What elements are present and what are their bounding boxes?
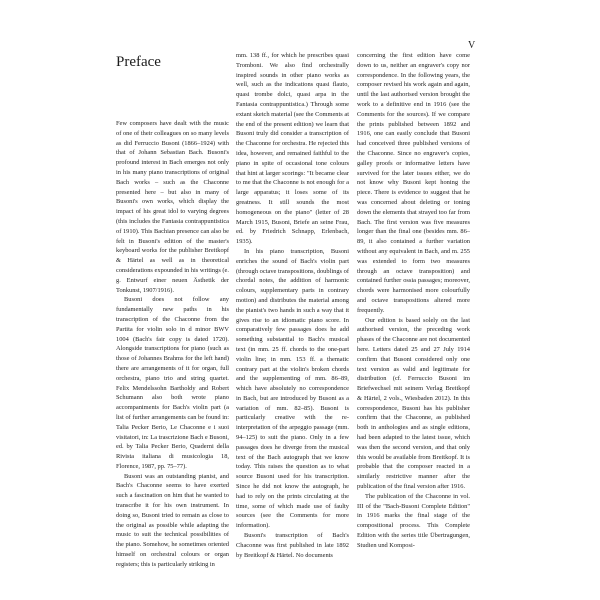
paragraph: Few composers have dealt with the music of one of their colleagues on so many levels as did Ferruccio Busoni (1866–1924) with that of Johann Sebastian Bach. Busoni's profound interest in Bach emerges not only in his many piano transcriptions of original Bach works – such as the Chaconne presented here – but also in many of Busoni's own works, which display the impact of his great idol to varying degrees (this includes the Fantasia contrappuntistica of 1910). This Bachian presence can also be felt in Busoni's edition of the master's keyboard works for the publisher Breitkopf & Härtel as well as in theoretical considerations expounded in his writings (e. g. Entwurf einer neuen Ästhetik der Tonkunst, 1907/1916). [116, 120, 229, 294]
page-title: Preface [116, 54, 161, 70]
paragraph: concerning the first edition have come down to us, neither an engraver's copy nor correspondence. In the following years, the composer revised his work again and again, until the last authorised version brought the work to a definitive end in 1916 (see the Comments for the sources). If we compare the prints published between 1892 and 1916, one can easily conclude that Busoni had conceived three published versions of the Chaconne. Since no engraver's copies, galley proofs or informative letters have survived for the later issues either, we do not know why Busoni kept honing the piece. There is evidence to suggest that he was concerned about deleting or toning down the elements that strayed too far from Bach. The first version was five measures longer than the final one (besides mm. 86–89, it also contained a further variation without any equivalent in Bach, and m. 255 was extended to form two measures through an octave transposition) and contained further ossia passages; moreover, chords were harmonised more colourfully and octave transpositions altered more frequently. [357, 52, 470, 314]
paragraph: Busoni does not follow any fundamentally new paths in his transcription of the Chaconne from the Partita for violin solo in d minor BWV 1004 (Bach's fair copy is dated 1720). Alongside transcriptions for piano (such as those of Johannes Brahms for the left hand) there are arrangements of it for organ, full orchestra, piano trio and string quartet. Felix Mendelssohn Bartholdy and Robert Schumann also both wrote piano accompaniments for Bach's violin part (a list of further arrangements can be found in: Talia Pecker Berio, Le Chaconne e i suoi visitatori, in: La trascrizione Bach e Busoni, ed. by Talia Pecker Berio, Quaderni della Rivista italiana di musicologia 18, Florence, 1987, pp. 75–77). [116, 296, 229, 470]
paragraph: Busoni's transcription of Bach's Chaconne was first published in late 1892 by Breitkopf & Härtel. No documents [236, 532, 349, 559]
paragraph: mm. 138 ff., for which he prescribes quasi Tromboni. We also find orchestrally inspired sounds in other piano works as well, such as the indications quasi flauto, quasi trombe dolci, quasi arpa in the Fantasia contrappuntistica.) Through some extant sketch material (see the Comments at the end of the present edition) we learn that Busoni truly did consider a transcription of the Chaconne for orchestra. He rejected this idea, however, and remained faithful to the piano in spite of occasional tone colours that hint at larger scorings: "It became clear to me that the Chaconne is not enough for a large apparatus; it loses some of its greatness. It still sounds the most homogeneous on the piano" (letter of 28 March 1915, Busoni, Briefe an seine Frau, ed. by Friedrich Schnapp, Erlenbach, 1935). [236, 52, 349, 246]
text-column-3 [357, 51, 470, 600]
text-column-2 [236, 51, 349, 600]
paragraph: Our edition is based solely on the last authorised version, the preceding work phases of the Chaconne are not documented here. Letters dated 25 and 27 July 1914 confirm that Busoni considered only one text version as valid and legitimate for distribution (cf. Ferruccio Busoni im Briefwechsel mit seinem Verlag Breitkopf & Härtel, 2 vols., Wiesbaden 2012). In this correspondence, Busoni has his publisher confirm that the Chaconne, as published both in anthologies and as single editions, had been adapted to the latest issue, which was then the second version, and that only this would be available from Breitkopf. It is probable that the composer reacted in a similarly restrictive manner after the publication of the final version after 1916. [357, 316, 470, 491]
page-number: V [468, 40, 476, 51]
paragraph: The publication of the Chaconne in vol. III of the "Bach-Busoni Complete Edition" in 1916 marks the final stage of the compositional process. This Complete Edition with the series title Übertragungen, Studien und Komposi- [357, 492, 470, 549]
paragraph: Busoni was an outstanding pianist, and Bach's Chaconne seems to have exerted such a fascination on him that he wanted to transcribe it for his own instrument. In doing so, Busoni tried to remain as close to the original as possible while adapting the music to suit the technical possibilities of the piano. Somehow, he sometimes oriented himself on orchestral colours or organ registers; this is particularly striking in [116, 472, 229, 568]
paragraph: In his piano transcription, Busoni enriches the sound of Bach's violin part (through octave transpositions, doublings of chordal notes, the addition of harmonic colours, supplementary parts in contrary motion) and distributes the material among the pianist's two hands in such a way that it gives rise to an idiomatic piano score. In comparatively few passages does he add something substantial to Bach's musical text (in mm. 25 ff. chords to the one-part violin line; in mm. 153 ff. a thematic contrary part at the violin's broken chords and the supplementing of mm. 86–89, which have absolutely no correspondence in Bach, but are introduced by Busoni as a variation of mm. 82–85). Busoni is particularly creative with the re-interpretation of the arpeggio passage (mm. 94–125) to suit the piano. Only in a few passages does he diverge from the musical text of the Bach autograph that we know today. This raises the question as to what source Busoni used for his transcription. Since he did not know the autograph, he had to rely on the prints circulating at the time, some of which made use of faulty sources (see the Comments for more information). [236, 247, 349, 530]
text-column-1 [116, 119, 229, 600]
